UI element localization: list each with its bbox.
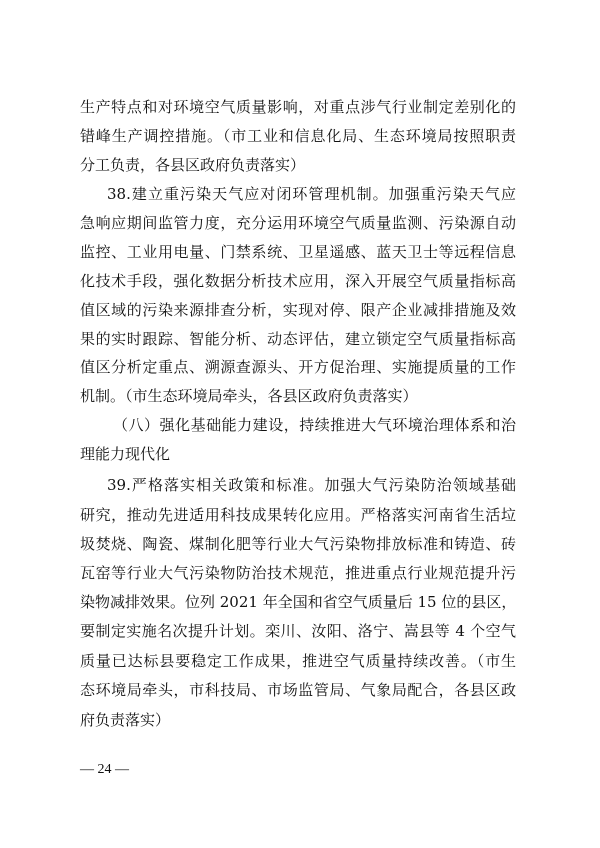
- text-line: 要制定实施名次提升计划。栾川、汝阳、洛宁、嵩县等 4 个空气: [80, 622, 516, 640]
- text-line: （八）强化基础能力建设，持续推进大气环境治理体系和治: [113, 416, 516, 434]
- text-line: 瓦窑等行业大气污染物防治技术规范，推进重点行业规范提升污: [80, 564, 516, 582]
- text-line: 错峰生产调控措施。（市工业和信息化局、生态环境局按照职责: [80, 127, 516, 145]
- text-line: 生产特点和对环境空气质量影响，对重点涉气行业制定差别化的: [80, 98, 516, 116]
- text-line: 机制。（市生态环境局牵头，各县区政府负责落实）: [80, 387, 418, 405]
- text-line: 监控、工业用电量、门禁系统、卫星遥感、蓝天卫士等远程信息: [80, 243, 516, 261]
- text-line: 府负责落实）: [80, 711, 171, 729]
- text-line: 态环境局牵头，市科技局、市场监管局、气象局配合，各县区政: [80, 681, 516, 699]
- text-line: 分工负责，各县区政府负责落实）: [80, 156, 306, 174]
- text-line: 质量已达标县要稳定工作成果，推进空气质量持续改善。（市生: [80, 652, 516, 670]
- text-line: 值区分析定重点、溯源查源头、开方促治理、实施提质量的工作: [80, 358, 516, 376]
- text-line: 值区域的污染来源排查分析，实现对停、限产企业减排措施及效: [80, 301, 516, 319]
- text-line: 急响应期间监管力度，充分运用环境空气质量监测、污染源自动: [80, 214, 516, 232]
- text-line: 38.建立重污染天气应对闭环管理机制。加强重污染天气应: [107, 185, 516, 203]
- page-number: — 24 —: [80, 762, 129, 777]
- text-line: 果的实时跟踪、智能分析、动态评估，建立锁定空气质量指标高: [80, 330, 516, 348]
- text-line: 染物减排效果。位列 2021 年全国和省空气质量后 15 位的县区，: [80, 593, 517, 611]
- text-line: 研究，推动先进适用科技成果转化应用。严格落实河南省生活垃: [80, 506, 516, 524]
- text-line: 化技术手段，强化数据分析技术应用，深入开展空气质量指标高: [80, 272, 516, 290]
- text-line: 圾焚烧、陶瓷、煤制化肥等行业大气污染物排放标准和铸造、砖: [80, 535, 516, 553]
- text-line: 理能力现代化: [80, 445, 171, 463]
- text-line: 39.严格落实相关政策和标准。加强大气污染防治领域基础: [107, 476, 516, 494]
